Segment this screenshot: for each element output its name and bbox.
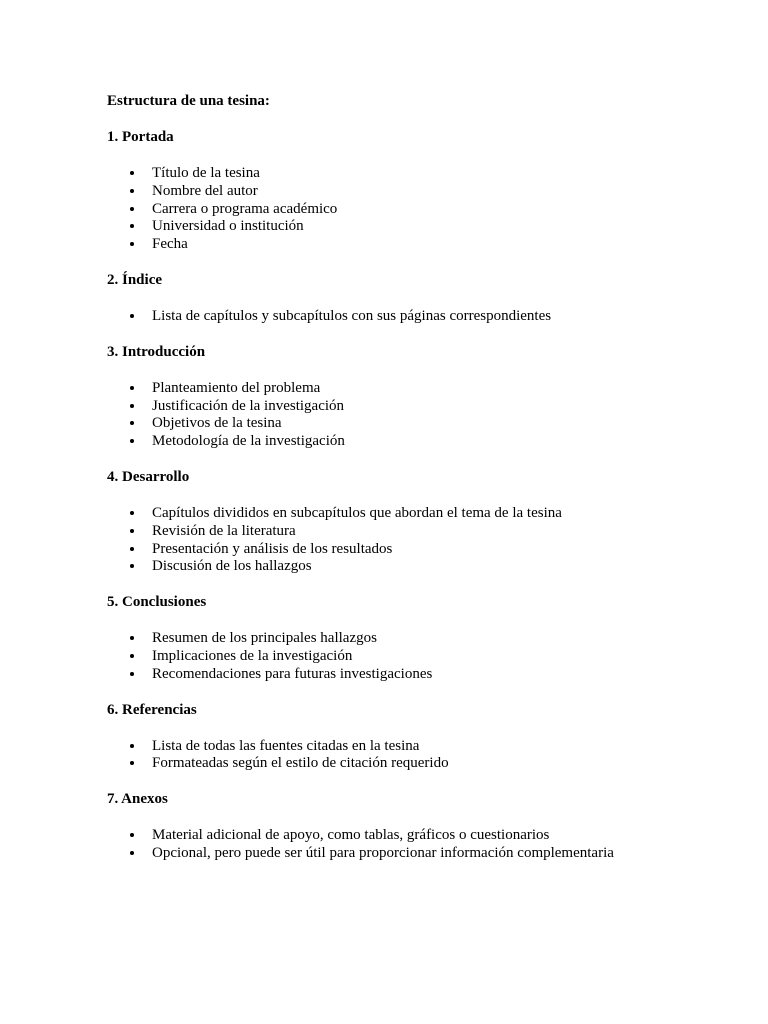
list-item (107, 379, 727, 397)
list-item-text: Objetivos de la tesina (152, 415, 282, 432)
bullet-list (107, 379, 727, 450)
document-sections (107, 128, 727, 862)
list-item (107, 217, 727, 235)
list-item-text: Opcional, pero puede ser útil para proporcionar información complementaria (152, 844, 614, 861)
bullet-list (107, 737, 727, 773)
section-heading: 6. Referencias (107, 701, 197, 718)
list-item-text: Fecha (152, 236, 188, 253)
list-item (107, 647, 727, 665)
bullet-icon (130, 171, 134, 175)
bullet-icon (130, 636, 134, 640)
section-heading: 5. Conclusiones (107, 594, 207, 611)
section-heading: 7. Anexos (107, 791, 168, 808)
list-item (107, 540, 727, 558)
list-item-text: Lista de todas las fuentes citadas en la tesina (152, 737, 420, 754)
list-item (107, 737, 727, 755)
list-item-text: Justificación de la investigación (152, 397, 345, 414)
list-item-text: Carrera o programa académico (152, 200, 338, 217)
list-item-text: Título de la tesina (152, 165, 260, 181)
list-item (107, 432, 727, 450)
list-item (107, 182, 727, 200)
bullet-list (107, 164, 727, 253)
bullet-icon (130, 564, 134, 568)
list-item (107, 754, 727, 772)
bullet-icon (130, 672, 134, 676)
bullet-icon (130, 761, 134, 765)
list-item (107, 397, 727, 415)
bullet-icon (130, 511, 134, 515)
list-item (107, 665, 727, 683)
section-heading: 2. Índice (107, 271, 163, 288)
section-heading: 3. Introducción (107, 343, 206, 360)
bullet-icon (130, 421, 134, 425)
bullet-list (107, 826, 727, 862)
list-item-text: Planteamiento del problema (152, 379, 321, 396)
section-heading: 1. Portada (107, 129, 174, 145)
bullet-list (107, 504, 727, 575)
list-item-text: Discusión de los hallazgos (152, 558, 312, 575)
bullet-icon (130, 439, 134, 443)
bullet-icon (130, 314, 134, 318)
list-item-text: Capítulos divididos en subcapítulos que abordan el tema de la tesina (152, 504, 562, 521)
list-item-text: Implicaciones de la investigación (152, 647, 353, 664)
list-item (107, 629, 727, 647)
bullet-icon (130, 207, 134, 211)
list-item (107, 200, 727, 218)
list-item (107, 504, 727, 522)
bullet-icon (130, 189, 134, 193)
section-heading: 4. Desarrollo (107, 468, 190, 485)
bullet-icon (130, 851, 134, 855)
bullet-icon (130, 547, 134, 551)
list-item (107, 235, 727, 253)
bullet-list (107, 307, 727, 325)
list-item (107, 164, 727, 182)
list-item (107, 844, 727, 862)
list-item-text: Formateadas según el estilo de citación requerido (152, 755, 449, 772)
list-item-text: Revisión de la literatura (152, 522, 296, 539)
document-page (107, 92, 727, 880)
list-item-text: Lista de capítulos y subcapítulos con sus páginas correspondientes (152, 307, 552, 324)
bullet-icon (130, 386, 134, 390)
list-item-text: Metodología de la investigación (152, 433, 345, 450)
bullet-icon (130, 224, 134, 228)
list-item-text: Nombre del autor (152, 182, 258, 199)
list-item (107, 522, 727, 540)
list-item-text: Resumen de los principales hallazgos (152, 630, 377, 647)
list-item-text: Recomendaciones para futuras investigaciones (152, 665, 433, 682)
bullet-icon (130, 654, 134, 658)
list-item-text: Universidad o institución (152, 218, 304, 235)
list-item-text: Material adicional de apoyo, como tablas, gráficos o cuestionarios (152, 827, 550, 844)
bullet-icon (130, 529, 134, 533)
bullet-list (107, 629, 727, 682)
list-item (107, 557, 727, 575)
list-item (107, 826, 727, 844)
list-item (107, 414, 727, 432)
bullet-icon (130, 744, 134, 748)
bullet-icon (130, 833, 134, 837)
bullet-icon (130, 242, 134, 246)
document-title: Estructura de una tesina: (107, 93, 270, 109)
bullet-icon (130, 404, 134, 408)
list-item (107, 307, 727, 325)
list-item-text: Presentación y análisis de los resultados (152, 540, 393, 557)
